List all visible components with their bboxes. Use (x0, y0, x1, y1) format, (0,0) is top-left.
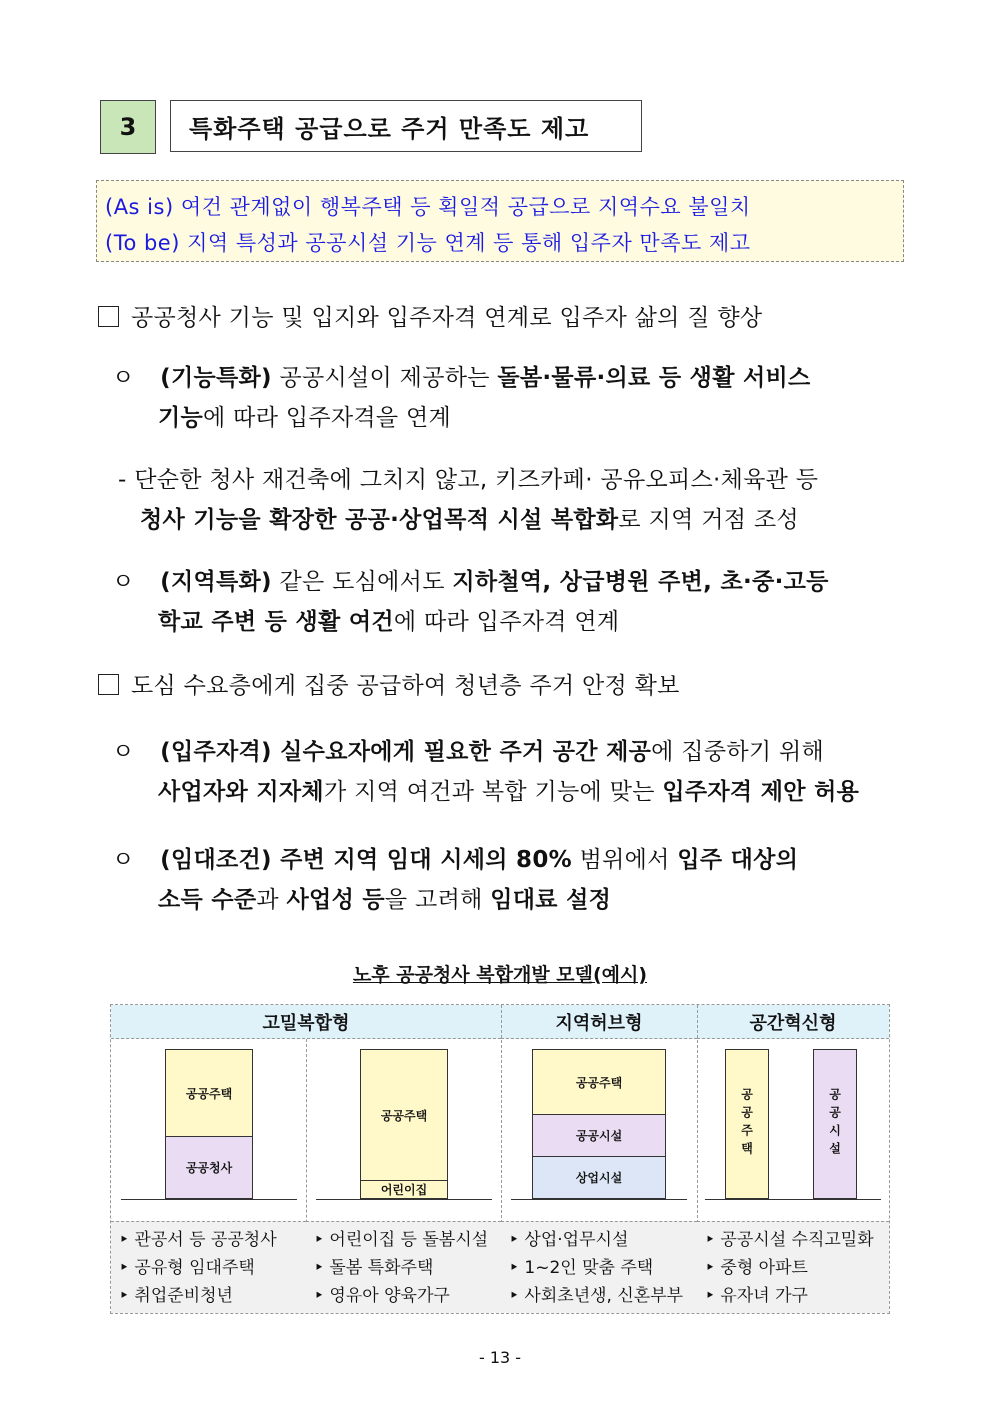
bold-text: 소득 수준 (158, 887, 257, 913)
text: 범위에서 (572, 847, 678, 873)
caption-item: ‣ 1~2인 맞춤 주택 (509, 1258, 654, 1278)
block-public-facility: 공공시설 (532, 1114, 666, 1157)
bold-text: 돌봄·물류·의료 등 생활 서비스 (497, 365, 811, 391)
section-number: 3 (100, 100, 156, 154)
text: 같은 도심에서도 (271, 569, 453, 595)
sub-point-rent-cont (158, 880, 611, 920)
checkbox-icon (98, 674, 119, 695)
dash-point: - 단순한 청사 재건축에 그치지 않고, 키즈카페· 공유오피스·체육관 등 (118, 467, 819, 493)
caption-item: ‣ 공공시설 수직고밀화 (705, 1230, 874, 1250)
ground-line (316, 1199, 492, 1200)
block-public-housing (725, 1049, 769, 1199)
caption-model-4 (697, 1221, 889, 1313)
bold-text: 청사 기능을 확장한 공공·상업목적 시설 복합화 (140, 507, 619, 533)
main-point-2 (98, 666, 680, 706)
dash-point-cont (140, 500, 799, 540)
caption-item: ‣ 공유형 임대주택 (119, 1258, 255, 1278)
bold-text: 지하철역, 상급병원 주변, 초·중·고등 (452, 569, 829, 595)
block-public-housing: 공공주택 (532, 1049, 666, 1115)
caption-item: ‣ 사회초년생, 신혼부부 (509, 1286, 684, 1306)
bold-text: 입주 대상의 (677, 847, 799, 873)
caption-model-3 (501, 1221, 697, 1313)
ground-line (511, 1199, 687, 1200)
figure (110, 1004, 890, 1314)
bullet-icon: ㅇ (112, 365, 135, 391)
bullet-icon: ㅇ (112, 569, 135, 595)
caption-model-2 (306, 1221, 501, 1313)
text: 에 따라 입주자격 연계 (393, 609, 620, 635)
caption-item: ‣ 관공서 등 공공청사 (119, 1230, 277, 1250)
text: 로 지역 거점 조성 (618, 507, 799, 533)
block-public-facility (813, 1049, 857, 1199)
bullet-icon: ㅇ (112, 739, 135, 765)
bullet-icon: ㅇ (112, 847, 135, 873)
caption-item: ‣ 중형 아파트 (705, 1258, 808, 1278)
sub-point-function-cont (158, 398, 451, 438)
bold-text: 주변 지역 임대 시세의 80% (271, 847, 573, 873)
bold-text: 사업성 등 (286, 887, 385, 913)
caption-item: ‣ 유자녀 가구 (705, 1286, 808, 1306)
block-public-office: 공공청사 (165, 1136, 253, 1199)
caption-item: ‣ 취업준비청년 (119, 1286, 233, 1306)
ground-line (121, 1199, 297, 1200)
bold-text: 입주자격 제안 허용 (662, 779, 860, 805)
main-point-1 (98, 298, 762, 338)
bold-text: 임대료 설정 (490, 887, 612, 913)
block-public-housing: 공공주택 (360, 1049, 448, 1181)
checkbox-icon (98, 306, 119, 327)
section-title: 특화주택 공급으로 주거 만족도 제고 (170, 100, 642, 152)
text: 공공시설이 제공하는 (271, 365, 498, 391)
caption-item: ‣ 영유아 양육가구 (314, 1286, 450, 1306)
caption-item: ‣ 상업·업무시설 (509, 1230, 629, 1250)
figure-header-space-innovation: 공간혁신형 (697, 1005, 889, 1039)
main-point-1-text: 공공청사 기능 및 입지와 입주자격 연계로 입주자 삶의 질 향상 (131, 305, 763, 331)
caption-item: ‣ 돌봄 특화주택 (314, 1258, 434, 1278)
figure-header-high-density: 고밀복합형 (111, 1005, 501, 1039)
bold-text: 학교 주변 등 생활 여건 (158, 609, 394, 635)
sub-point-function (112, 358, 811, 398)
text: 을 고려해 (384, 887, 491, 913)
page-number: - 13 - (478, 1348, 522, 1367)
bold-text: 기능 (158, 405, 204, 431)
summary-box (96, 180, 904, 262)
figure-header-regional-hub: 지역허브형 (501, 1005, 697, 1039)
caption-model-1 (111, 1221, 306, 1313)
block-daycare: 어린이집 (360, 1180, 448, 1199)
bold-text: 실수요자에게 필요한 주거 공간 제공 (271, 739, 652, 765)
bold-text: 사업자와 지자체 (158, 779, 324, 805)
figure-title-text: 노후 공공청사 복합개발 모델(예시) (352, 964, 648, 986)
tag: (지역특화) (160, 569, 272, 595)
main-point-2-text: 도심 수요층에게 집중 공급하여 청년층 주거 안정 확보 (131, 673, 680, 699)
sub-point-eligibility-cont (158, 772, 859, 812)
sub-point-region-cont (158, 602, 619, 642)
text: 에 따라 입주자격을 연계 (203, 405, 452, 431)
as-is-text: (As is) 여건 관계없이 행복주택 등 획일적 공급으로 지역수요 불일치 (105, 195, 751, 219)
block-label: 공공주택 (739, 1088, 754, 1160)
block-public-housing: 공공주택 (165, 1049, 253, 1137)
ground-line (705, 1199, 881, 1200)
sub-point-region (112, 562, 829, 602)
sub-point-eligibility (112, 732, 824, 772)
tag: (입주자격) (160, 739, 272, 765)
block-commercial: 상업시설 (532, 1156, 666, 1199)
figure-title (0, 960, 1000, 987)
block-label: 공공시설 (827, 1088, 842, 1160)
tag: (기능특화) (160, 365, 272, 391)
text: 에 집중하기 위해 (651, 739, 825, 765)
text: 가 지역 여건과 복합 기능에 맞는 (323, 779, 663, 805)
sub-point-rent (112, 840, 798, 880)
tag: (임대조건) (160, 847, 272, 873)
text: 과 (256, 887, 287, 913)
caption-item: ‣ 어린이집 등 돌봄시설 (314, 1230, 489, 1250)
to-be-text: (To be) 지역 특성과 공공시설 기능 연계 등 통해 입주자 만족도 제고 (105, 231, 751, 255)
